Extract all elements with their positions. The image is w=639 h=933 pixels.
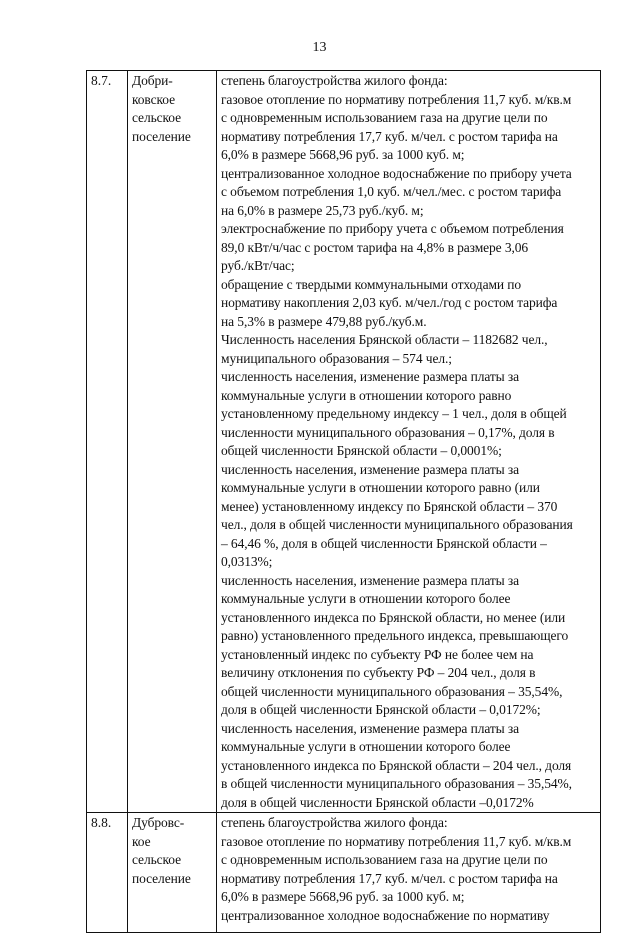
description-line: на 6,0% в размере 25,73 руб./куб. м; bbox=[221, 202, 424, 218]
description-line: обращение с твердыми коммунальными отходами по bbox=[221, 276, 522, 292]
settlement-name-line: ковское bbox=[132, 91, 175, 107]
description-line: общей численности муниципального образования – 35,54%, bbox=[221, 683, 563, 699]
description-line: коммунальные услуги в отношении которого более bbox=[221, 739, 511, 754]
description-line: централизованное холодное водоснабжение по нормативу bbox=[221, 907, 550, 923]
settlement-description bbox=[217, 71, 601, 813]
settlement-name bbox=[128, 71, 217, 813]
description-line: 6,0% в размере 5668,96 руб. за 1000 куб. м; bbox=[221, 147, 465, 162]
description-line: нормативу накопления 2,03 куб. м/чел./год с ростом тарифа bbox=[221, 295, 558, 310]
settlement-name-line: поселение bbox=[132, 128, 191, 144]
description-line: на 5,3% в размере 479,88 руб./куб.м. bbox=[221, 313, 427, 329]
description-line: руб./кВт/час; bbox=[221, 258, 295, 273]
description-line: Численность населения Брянской области – 1182682 чел., bbox=[221, 332, 548, 347]
description-line: в общей численности муниципального образования – 35,54%, bbox=[221, 776, 572, 791]
row-number: 8.7. bbox=[87, 71, 128, 813]
description-line: численность населения, изменение размера платы за bbox=[221, 369, 520, 384]
description-line: численность населения, изменение размера платы за bbox=[221, 461, 520, 477]
settlement-name-line: Добри- bbox=[132, 73, 173, 88]
description-line: степень благоустройства жилого фонда: bbox=[221, 815, 448, 830]
settlement-name bbox=[128, 813, 217, 933]
description-line: 6,0% в размере 5668,96 руб. за 1000 куб. м; bbox=[221, 889, 465, 904]
description-line: величину отклонения по субъекту РФ – 204 чел., доля в bbox=[221, 665, 536, 680]
description-line: муниципального образования – 574 чел.; bbox=[221, 350, 452, 366]
description-line: доля в общей численности Брянской области – 0,0172%; bbox=[221, 702, 541, 717]
settlement-table bbox=[86, 70, 601, 933]
description-line: установленному предельному индексу – 1 чел., доля в общей bbox=[221, 406, 567, 421]
settlement-name-line: сельское bbox=[132, 110, 182, 125]
description-line: коммунальные услуги в отношении которого равно (или bbox=[221, 480, 540, 495]
table-row bbox=[87, 71, 601, 813]
page-number: 13 bbox=[312, 40, 327, 55]
description-line: электроснабжение по прибору учета с объемом потребления bbox=[221, 221, 564, 236]
row-number: 8.8. bbox=[87, 813, 128, 933]
table-row bbox=[87, 813, 601, 933]
description-line: с одновременным использованием газа на другие цели по bbox=[221, 852, 548, 867]
description-line: менее) установленному индексу по Брянской области – 370 bbox=[221, 498, 558, 514]
settlement-name-line: поселение bbox=[132, 870, 191, 886]
description-line: установленного индекса по Брянской области, но менее (или bbox=[221, 609, 566, 625]
description-line: газовое отопление по нормативу потребления 11,7 куб. м/кв.м bbox=[221, 91, 572, 107]
description-line: 89,0 кВт/ч/час с ростом тарифа на 4,8% в размере 3,06 bbox=[221, 239, 529, 255]
description-line: нормативу потребления 17,7 куб. м/чел. с ростом тарифа на bbox=[221, 870, 558, 886]
description-line: степень благоустройства жилого фонда: bbox=[221, 73, 448, 88]
settlement-name-line: кое bbox=[132, 833, 151, 849]
description-line: коммунальные услуги в отношении которого более bbox=[221, 591, 511, 606]
description-line: 0,0313%; bbox=[221, 554, 273, 569]
description-line: коммунальные услуги в отношении которого равно bbox=[221, 387, 512, 403]
description-line: – 64,46 %, доля в общей численности Брянской области – bbox=[221, 535, 547, 551]
description-line: чел., доля в общей численности муниципального образования bbox=[221, 517, 573, 532]
description-line: численность населения, изменение размера платы за bbox=[221, 720, 520, 736]
description-line: газовое отопление по нормативу потребления 11,7 куб. м/кв.м bbox=[221, 833, 572, 849]
settlement-description bbox=[217, 813, 601, 933]
description-line: нормативу потребления 17,7 куб. м/чел. с ростом тарифа на bbox=[221, 128, 558, 144]
description-line: общей численности Брянской области – 0,0001%; bbox=[221, 443, 502, 458]
description-line: централизованное холодное водоснабжение по прибору учета bbox=[221, 165, 572, 181]
description-line: численность населения, изменение размера платы за bbox=[221, 572, 520, 588]
description-line: установленный индекс по субъекту РФ не более чем на bbox=[221, 646, 534, 662]
description-line: с объемом потребления 1,0 куб. м/чел./мес. с ростом тарифа bbox=[221, 184, 562, 199]
description-line: с одновременным использованием газа на другие цели по bbox=[221, 110, 548, 125]
settlement-name-line: Дубровс- bbox=[132, 815, 185, 830]
description-line: доля в общей численности Брянской области –0,0172% bbox=[221, 794, 534, 810]
settlement-name-line: сельское bbox=[132, 852, 182, 867]
description-line: численности муниципального образования – 0,17%, доля в bbox=[221, 424, 555, 440]
description-line: равно) установленного предельного индекса, превышающего bbox=[221, 628, 569, 643]
description-line: установленного индекса по Брянской области – 204 чел., доля bbox=[221, 757, 572, 773]
